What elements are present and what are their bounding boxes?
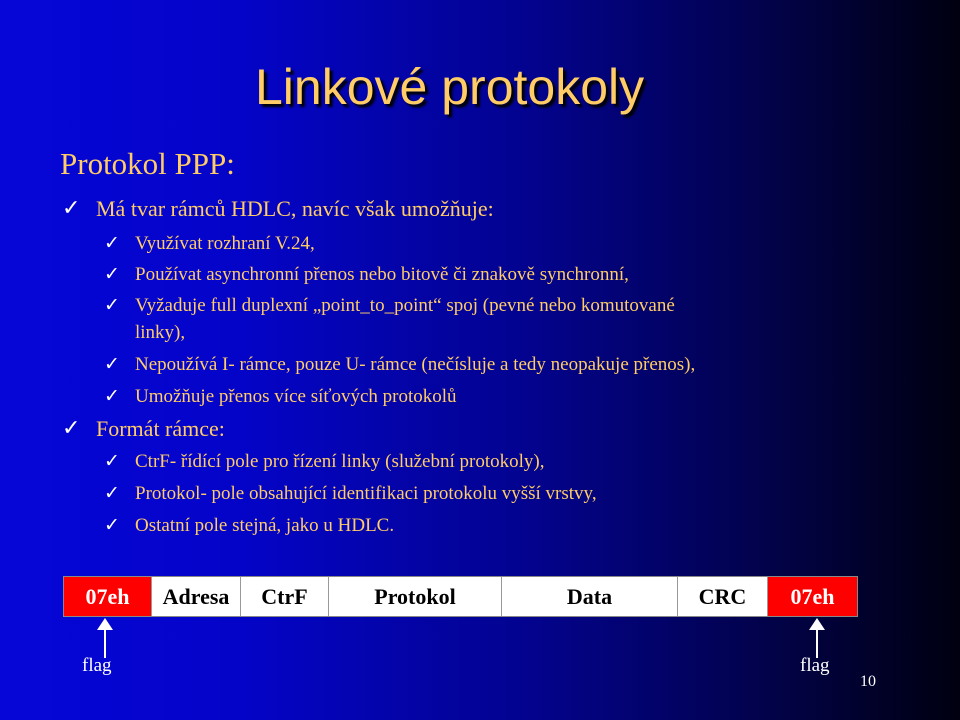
arrow-up-icon <box>104 620 106 658</box>
bullet-4-continuation <box>135 323 185 342</box>
frame-field-protocol: Protokol <box>329 577 502 616</box>
bullet-text: Ostatní pole stejná, jako u HDLC. <box>135 515 395 536</box>
slide-title: Linkové protokoly <box>255 59 645 115</box>
bullet-text: Využívat rozhraní V.24, <box>135 233 315 254</box>
bullet-text: Používat asynchronní přenos nebo bitově či znakově synchronní, <box>135 264 629 285</box>
checkmark-icon: ✓ <box>104 385 120 407</box>
checkmark-icon: ✓ <box>62 416 81 441</box>
bullet-5 <box>104 353 696 375</box>
flag-label-end: flag <box>800 655 830 676</box>
checkmark-icon: ✓ <box>104 450 120 472</box>
ppp-frame-diagram <box>63 576 858 617</box>
bullet-2 <box>104 232 315 254</box>
bullet-text: Formát rámce: <box>96 416 225 441</box>
bullet-text: Protokol- pole obsahující identifikaci protokolu vyšší vrstvy, <box>135 483 597 504</box>
section-heading: Protokol PPP: <box>60 146 235 181</box>
frame-field-data: Data <box>502 577 678 616</box>
bullet-text: linky), <box>135 322 186 343</box>
bullet-3 <box>104 263 629 285</box>
arrow-up-icon <box>816 620 818 658</box>
bullet-text: Nepoužívá I- rámce, pouze U- rámce (nečísluje a tedy neopakuje přenos), <box>135 354 696 375</box>
frame-field-start-flag: 07eh <box>64 577 152 616</box>
checkmark-icon: ✓ <box>62 196 81 221</box>
page-number: 10 <box>860 673 876 690</box>
bullet-text: Umožňuje přenos více síťových protokolů <box>135 386 457 407</box>
checkmark-icon: ✓ <box>104 353 120 375</box>
bullet-8 <box>104 450 545 472</box>
flag-label-start: flag <box>82 655 112 676</box>
frame-field-address: Adresa <box>152 577 241 616</box>
bullet-4 <box>104 294 675 316</box>
bullet-text: Vyžaduje full duplexní „point_to_point“ spoj (pevné nebo komutované <box>135 295 675 316</box>
bullet-7 <box>62 416 225 441</box>
bullet-1 <box>62 196 494 221</box>
bullet-9 <box>104 482 597 504</box>
bullet-text: CtrF- řídící pole pro řízení linky (služební protokoly), <box>135 451 545 472</box>
checkmark-icon: ✓ <box>104 514 120 536</box>
frame-field-ctrf: CtrF <box>241 577 329 616</box>
checkmark-icon: ✓ <box>104 294 120 316</box>
checkmark-icon: ✓ <box>104 263 120 285</box>
bullet-6 <box>104 385 457 407</box>
bullet-text: Má tvar rámců HDLC, navíc však umožňuje: <box>96 196 494 221</box>
checkmark-icon: ✓ <box>104 482 120 504</box>
frame-field-crc: CRC <box>678 577 768 616</box>
checkmark-icon: ✓ <box>104 232 120 254</box>
bullet-10 <box>104 514 395 536</box>
frame-field-end-flag: 07eh <box>768 577 857 616</box>
